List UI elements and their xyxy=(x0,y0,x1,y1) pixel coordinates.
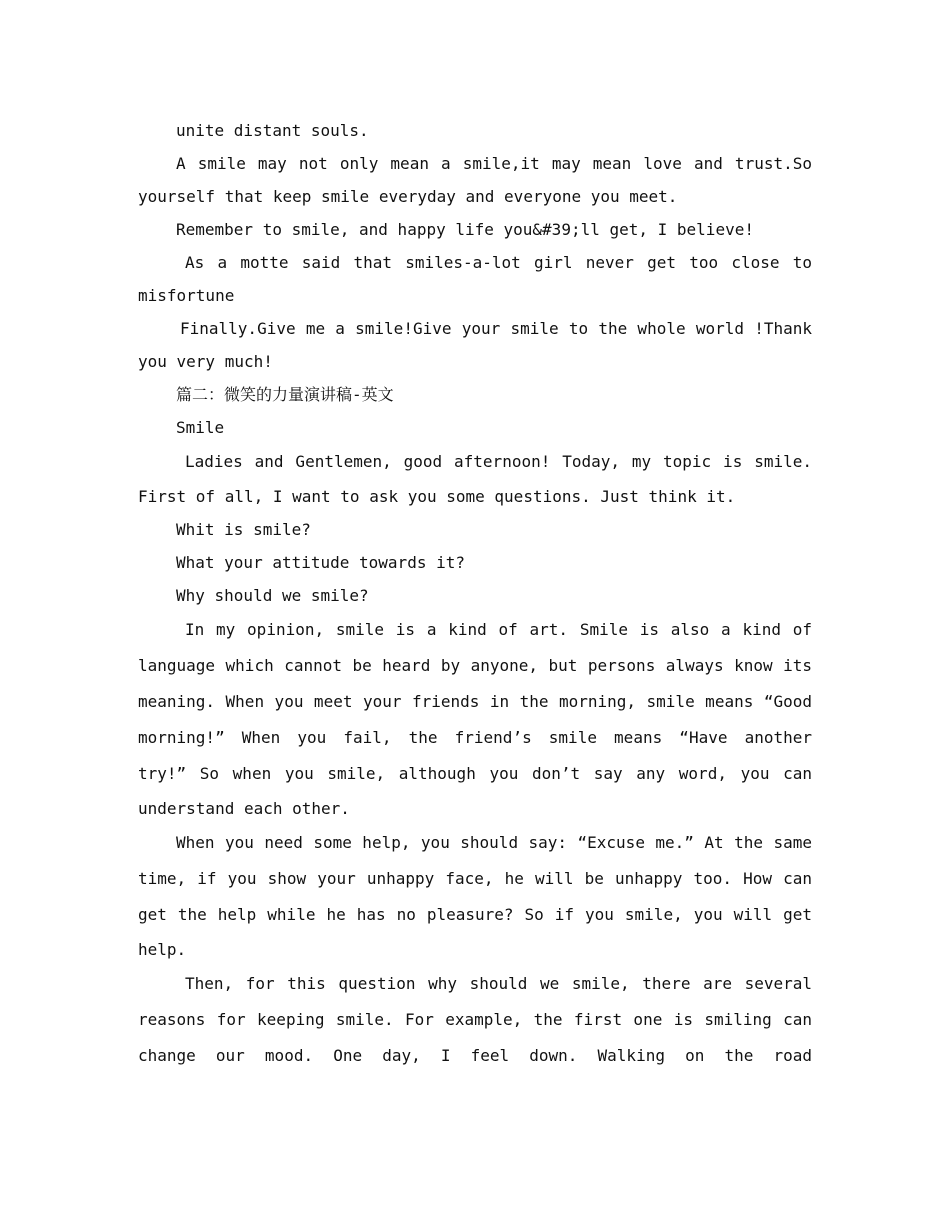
text-line: misfortune xyxy=(138,286,235,305)
text-line: What your attitude towards it? xyxy=(176,553,465,572)
text-line: you very much! xyxy=(138,352,273,371)
text-line: unite distant souls. xyxy=(176,121,369,140)
text-line: When you need some help, you should say: “Excuse me.” At the same xyxy=(176,833,812,852)
text-line: Then, for this question why should we smile, there are several xyxy=(185,974,812,993)
document-body xyxy=(138,114,812,1074)
text-line: language which cannot be heard by anyone, but persons always know its xyxy=(138,656,812,675)
text-line: meaning. When you meet your friends in the morning, smile means “Good xyxy=(138,692,812,711)
text-line: Why should we smile? xyxy=(176,586,369,605)
text-line: reasons for keeping smile. For example, the first one is smiling can xyxy=(138,1010,812,1029)
text-line: Finally.Give me a smile!Give your smile to the whole world !Thank xyxy=(180,319,812,338)
text-line: change our mood. One day, I feel down. Walking on the road xyxy=(138,1046,812,1065)
text-line: In my opinion, smile is a kind of art. Smile is also a kind of xyxy=(185,620,812,639)
text-line: time, if you show your unhappy face, he will be unhappy too. How can xyxy=(138,869,812,888)
text-line: Smile xyxy=(176,418,225,437)
text-line: try!” So when you smile, although you don’t say any word, you can xyxy=(138,764,812,783)
text-line: As a motte said that smiles-a-lot girl never get too close to xyxy=(185,253,812,272)
text-line: First of all, I want to ask you some questions. Just think it. xyxy=(138,487,736,506)
text-line: understand each other. xyxy=(138,799,350,818)
text-line: yourself that keep smile everyday and everyone you meet. xyxy=(138,187,678,206)
section-heading: 篇二：微笑的力量演讲稿-英文 xyxy=(176,385,394,404)
text-line: Whit is smile? xyxy=(176,520,311,539)
text-line: Remember to smile, and happy life you&#39;ll get, I believe! xyxy=(176,220,754,239)
text-line: help. xyxy=(138,940,187,959)
text-line: get the help while he has no pleasure? So if you smile, you will get xyxy=(138,905,812,924)
text-line: A smile may not only mean a smile,it may mean love and trust.So xyxy=(176,154,812,173)
text-line: Ladies and Gentlemen, good afternoon! Today, my topic is smile. xyxy=(185,452,812,471)
text-line: morning!” When you fail, the friend’s smile means “Have another xyxy=(138,728,812,747)
